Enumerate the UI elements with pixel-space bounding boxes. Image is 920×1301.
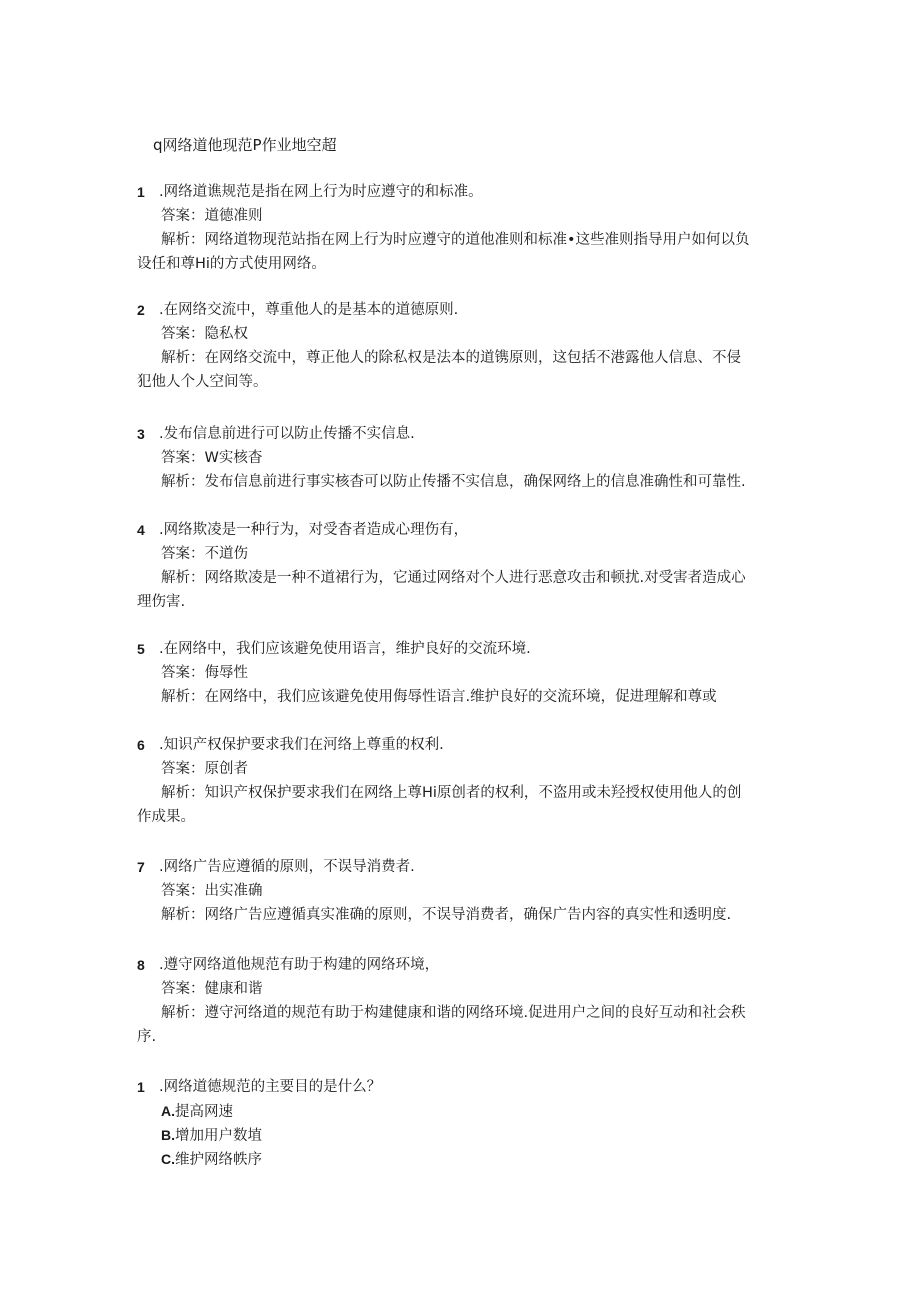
answer-value: 出实准确: [204, 883, 263, 899]
choice-question-1: [137, 1075, 787, 1171]
answer-label: 答案：: [161, 761, 205, 777]
question-line: [137, 422, 787, 446]
option-letter: A.: [161, 1103, 175, 1119]
fill-question-6: [137, 733, 787, 829]
answer-value: 健康和谐: [204, 981, 263, 997]
answer-label: 答案：: [161, 326, 205, 342]
analysis-continuation: [137, 590, 787, 614]
analysis-label: 解析：: [161, 785, 205, 801]
answer-value: 道德准则: [204, 208, 263, 224]
answer-line: [137, 446, 787, 470]
question-text: .遵守网络道他规范有助于构建的网络环境，: [159, 957, 440, 973]
answer-line: [137, 879, 787, 903]
answer-line: [137, 322, 787, 346]
question-line: [137, 637, 787, 661]
analysis-text: 知识产权保护要求我们在网络上尊Hi原创者的权利，不盗用或未羟授权使用他人的创: [204, 785, 742, 801]
analysis-line: [137, 566, 787, 590]
analysis-line: [137, 346, 787, 370]
question-line: [137, 855, 787, 879]
analysis-label: 解析：: [161, 689, 205, 705]
answer-label: 答案：: [161, 665, 205, 681]
fill-question-5: [137, 637, 787, 709]
question-text: .发布信息前进行可以防止传播不实信息.: [159, 426, 415, 442]
answer-value: 侮辱性: [204, 665, 248, 681]
answer-value: 隐私权: [204, 326, 248, 342]
answer-value: 原创者: [204, 761, 248, 777]
question-number: 1: [137, 1079, 145, 1095]
fill-question-7: [137, 855, 787, 927]
question-line: [137, 733, 787, 757]
analysis-label: 解析：: [161, 907, 205, 923]
fill-question-8: [137, 953, 787, 1049]
answer-line: [137, 542, 787, 566]
question-line: [137, 1075, 787, 1099]
answer-value: 不道伤: [204, 546, 248, 562]
answer-line: [137, 661, 787, 685]
document-title: q网络道他现范P作业地空超: [153, 136, 337, 154]
option-letter: C.: [161, 1151, 175, 1167]
question-text: .知识产权保护要求我们在河络上尊重的权利.: [159, 737, 444, 753]
question-number: 2: [137, 302, 145, 318]
analysis-text: 在网络交流中，尊正他人的除私权是法本的道镌原则，这包括不港露他人信息、不侵: [204, 350, 741, 366]
option-text: 增加用户数埴: [175, 1128, 262, 1144]
question-number: 7: [137, 859, 145, 875]
question-line: [137, 953, 787, 977]
option-text: 维护网络帙序: [175, 1152, 262, 1168]
analysis-continuation: [137, 252, 787, 276]
question-number: 3: [137, 426, 145, 442]
question-line: [137, 518, 787, 542]
fill-question-3: [137, 422, 787, 494]
analysis-continuation-text: 理伤害.: [137, 594, 186, 610]
question-number: 8: [137, 957, 145, 973]
option-c: [137, 1147, 787, 1171]
analysis-line: [137, 685, 787, 709]
analysis-text: 网络欺凌是一种不道裙行为，它通过网络对个人进行恶意攻击和顿扰.对受害者造成心: [204, 570, 746, 586]
question-text: .网络道谯规范是指在网上行为时应遵守的和标准。: [159, 184, 483, 200]
analysis-label: 解析：: [161, 1005, 205, 1021]
analysis-continuation: [137, 805, 787, 829]
option-a: [137, 1099, 787, 1123]
answer-line: [137, 757, 787, 781]
analysis-line: [137, 1001, 787, 1025]
analysis-label: 解析：: [161, 570, 205, 586]
analysis-continuation-text: 作成果。: [137, 809, 195, 825]
question-line: [137, 180, 787, 204]
analysis-text: 发布信息前进行事实核杳可以防止传播不实信息，确保网络上的信息准确性和可靠性.: [204, 474, 746, 490]
answer-line: [137, 977, 787, 1001]
question-number: 5: [137, 641, 145, 657]
analysis-continuation: [137, 1025, 787, 1049]
question-number: 1: [137, 184, 145, 200]
question-text: .网络道德规范的主要目的是什么？: [159, 1079, 382, 1095]
analysis-line: [137, 228, 787, 252]
analysis-label: 解析：: [161, 232, 205, 248]
answer-label: 答案：: [161, 450, 205, 466]
analysis-continuation-text: 犯他人个人空间等。: [137, 374, 268, 390]
answer-label: 答案：: [161, 208, 205, 224]
answer-label: 答案：: [161, 546, 205, 562]
analysis-continuation-text: 设任和尊Hi的方式使用网络。: [137, 256, 326, 272]
option-text: 提高网速: [175, 1104, 233, 1120]
question-line: [137, 298, 787, 322]
analysis-text: 网络道物现范站指在网上行为时应遵守的道他准则和标准•这些准则指导用户如何以负: [204, 232, 750, 248]
question-text: .在网络中，我们应该避免使用语言，维护良好的交流环境.: [159, 641, 531, 657]
analysis-text: 在网络中，我们应该避免使用侮辱性语言.维护良好的交流环境，促进理解和尊或: [204, 689, 717, 705]
analysis-label: 解析：: [161, 350, 205, 366]
analysis-continuation-text: 序.: [137, 1029, 157, 1045]
analysis-line: [137, 903, 787, 927]
analysis-label: 解析：: [161, 474, 205, 490]
question-text: .网络广告应遵循的原则，不误导消费者.: [159, 859, 415, 875]
fill-question-2: [137, 298, 787, 394]
answer-label: 答案：: [161, 981, 205, 997]
question-text: .网络欺凌是一种行为，对受杳者造成心理伤有，: [159, 522, 469, 538]
question-text: .在网络交流中，尊重他人的是基本的道德原则.: [159, 302, 459, 318]
answer-value: W实核杳: [204, 450, 263, 466]
answer-line: [137, 204, 787, 228]
fill-question-4: [137, 518, 787, 614]
fill-question-1: [137, 180, 787, 276]
question-number: 4: [137, 522, 145, 538]
option-letter: B.: [161, 1127, 175, 1143]
analysis-text: 网络广告应遵循真实准确的原则，不误导消费者，确保广告内容的真实性和透明度.: [204, 907, 732, 923]
analysis-continuation: [137, 370, 787, 394]
answer-label: 答案：: [161, 883, 205, 899]
analysis-line: [137, 470, 787, 494]
question-number: 6: [137, 737, 145, 753]
analysis-line: [137, 781, 787, 805]
option-b: [137, 1123, 787, 1147]
analysis-text: 遵守河络道的规范有助于构建健康和谐的网络环境.促进用户之间的良好互动和社会秩: [204, 1005, 746, 1021]
